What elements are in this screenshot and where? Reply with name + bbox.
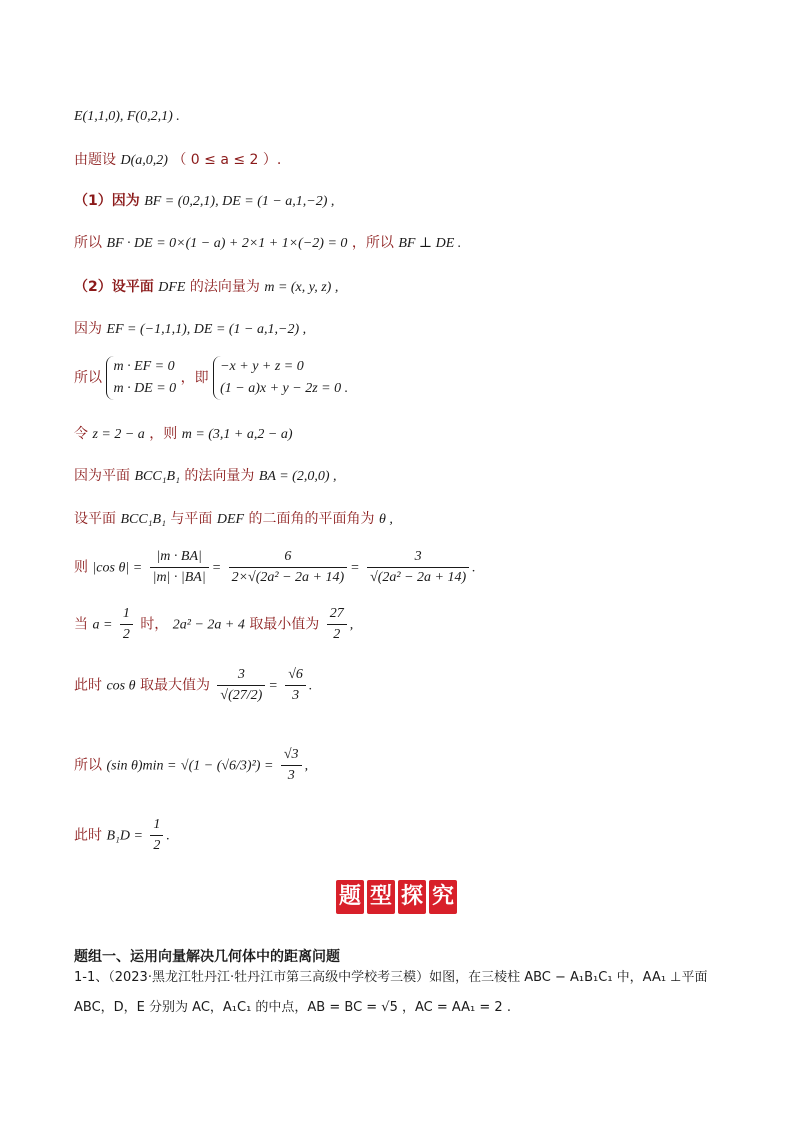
- math-text: cos θ: [106, 678, 136, 694]
- denominator: 2×√(2a² − 2a + 14): [231, 570, 345, 585]
- part-label: （1）因为: [74, 193, 140, 209]
- line-dihedral-angle: [74, 509, 393, 530]
- problem-line-1: 1-1、（2023·黑龙江牡丹江·牡丹江市第三高级中学校考三模）如图，在三棱柱 ABC − A₁B₁C₁ 中，AA₁ ⊥平面: [74, 970, 708, 985]
- denominator: 3: [287, 768, 295, 783]
- part-label: （2）设平面: [74, 279, 154, 295]
- text: 取最小值为: [249, 616, 320, 633]
- denominator: 2: [333, 627, 341, 642]
- text: 设平面: [74, 511, 116, 527]
- fraction: [327, 604, 347, 645]
- section-banner: [336, 880, 458, 916]
- banner-char: 究: [429, 880, 457, 914]
- line-let-z: [74, 424, 292, 445]
- fraction: [217, 665, 265, 706]
- line-part2-normal: [74, 277, 338, 298]
- text: 与平面: [170, 511, 213, 527]
- math-text: DFE: [158, 280, 186, 295]
- text: 令: [74, 426, 88, 442]
- line-part1-vectors: [74, 191, 334, 212]
- line-cos-theta: 则 |cos θ| = $\frac{|m \cdot BA|}{|m| \cdot |BA|}$ = $\frac{6}{\text{2×√(2a² − 2a + 14)}}$ = $\frac{3}{\text{√(2a² − 2a + 14)}}$ .: [74, 547, 476, 588]
- math-text: √(1 − (√6/3)²): [180, 758, 261, 774]
- math-text: (sin θ)min =: [106, 758, 177, 774]
- math-text: 2a² − 2a + 4: [172, 617, 245, 633]
- text: ，即: [180, 370, 209, 386]
- denominator: √(2a² − 2a + 14): [370, 570, 467, 585]
- denominator: 3: [292, 688, 300, 703]
- numerator: 27: [327, 604, 347, 625]
- text: 时，: [140, 616, 169, 633]
- line-b1d: 此时 B₁D = $\frac{1}{2}$ .: [74, 815, 170, 856]
- math-text: B₁D =: [106, 828, 143, 844]
- math-text: BCC₁B₁: [134, 469, 180, 484]
- problem-line-2: ABC，D，E 分别为 AC，A₁C₁ 的中点，AB = BC = √5 ，AC = AA₁ = 2 .: [74, 1000, 511, 1015]
- text: 由题设: [74, 152, 116, 168]
- line-assume-d: [74, 150, 281, 171]
- math-text: m = (3,1 + a,2 − a): [181, 427, 293, 442]
- line-part1-dot: [74, 233, 461, 254]
- math-text: BF ⊥ DE .: [398, 236, 462, 251]
- fraction: [229, 547, 348, 588]
- math-text: D(a,0,2): [120, 153, 168, 168]
- numerator: 3: [217, 665, 265, 686]
- text: 则: [74, 559, 88, 576]
- denominator: 2: [122, 627, 130, 642]
- line-part2-vectors: [74, 319, 306, 340]
- line-plane-normal: [74, 466, 337, 487]
- text: 的法向量为: [184, 468, 255, 484]
- text: 此时: [74, 677, 102, 694]
- text: 所以: [74, 370, 102, 386]
- condition-text: （ 0 ≤ a ≤ 2 ）.: [172, 152, 282, 168]
- numerator: √3: [281, 745, 302, 766]
- math-text: |cos θ| =: [92, 560, 143, 576]
- numerator: √6: [285, 665, 306, 686]
- math-text: DEF: [216, 512, 245, 527]
- banner-char: 题: [336, 880, 364, 914]
- line-min-value: 当 a = $\frac{1}{2}$ 时， 2a² − 2a + 4 取最小值为 $\frac{27}{2}$ ,: [74, 604, 353, 645]
- equation: (1 − a)x + y − 2z = 0 .: [220, 381, 349, 396]
- text: 此时: [74, 827, 102, 844]
- numerator: 1: [150, 815, 163, 836]
- text: 因为平面: [74, 468, 130, 484]
- math-text: z = 2 − a: [92, 427, 145, 442]
- numerator: 6: [229, 547, 348, 568]
- text: 因为: [74, 321, 102, 337]
- math-text: θ ,: [379, 512, 393, 527]
- denominator: √(27/2): [220, 688, 263, 703]
- text: ，则: [149, 426, 178, 442]
- text: 的法向量为: [189, 279, 260, 295]
- math-text: BA = (2,0,0) ,: [258, 469, 337, 484]
- denominator: |m| · |BA|: [152, 570, 206, 585]
- fraction: [367, 547, 469, 588]
- fraction: [285, 665, 306, 706]
- banner-char: 探: [398, 880, 426, 914]
- math-text: BF · DE = 0×(1 − a) + 2×1 + 1×(−2) = 0: [106, 236, 348, 251]
- fraction: [150, 815, 163, 856]
- equation: m · DE = 0: [113, 381, 177, 396]
- text: ，所以: [351, 235, 394, 251]
- math-text: E(1,1,0), F(0,2,1) .: [74, 109, 180, 124]
- equation-system-1: [106, 356, 176, 400]
- numerator: |m · BA|: [150, 547, 209, 568]
- equation: −x + y + z = 0: [220, 359, 304, 374]
- text: 取最大值为: [139, 677, 210, 694]
- fraction: [120, 604, 133, 645]
- math-text: BCC₁B₁: [120, 512, 166, 527]
- denominator: 2: [153, 838, 161, 853]
- math-text: BF = (0,2,1), DE = (1 − a,1,−2) ,: [144, 194, 335, 209]
- math-text: a =: [92, 617, 113, 633]
- math-text: EF = (−1,1,1), DE = (1 − a,1,−2) ,: [106, 322, 307, 337]
- line-max-cos: 此时 cos θ 取最大值为 $\frac{3}{√(27/2)}$ = $\frac{√6}{3}$ .: [74, 665, 312, 706]
- line-points-ef: [74, 106, 180, 127]
- equation: m · EF = 0: [113, 359, 175, 374]
- line-sin-min: 所以 (sin θ)min = √(1 − (√6/3)²) = $\frac{√3}{3}$ ,: [74, 745, 308, 786]
- fraction: [150, 547, 209, 588]
- banner-char: 型: [367, 880, 395, 914]
- text: 所以: [74, 235, 102, 251]
- section-heading: 题组一、运用向量解决几何体中的距离问题: [74, 949, 340, 965]
- fraction: [281, 745, 302, 786]
- equation-system-2: [213, 356, 348, 400]
- text: 当: [74, 616, 88, 633]
- math-text: m = (x, y, z) ,: [264, 280, 339, 295]
- text: 的二面角的平面角为: [248, 511, 375, 527]
- line-system: [74, 356, 348, 400]
- numerator: 1: [120, 604, 133, 625]
- numerator: 3: [367, 547, 469, 568]
- text: 所以: [74, 757, 102, 774]
